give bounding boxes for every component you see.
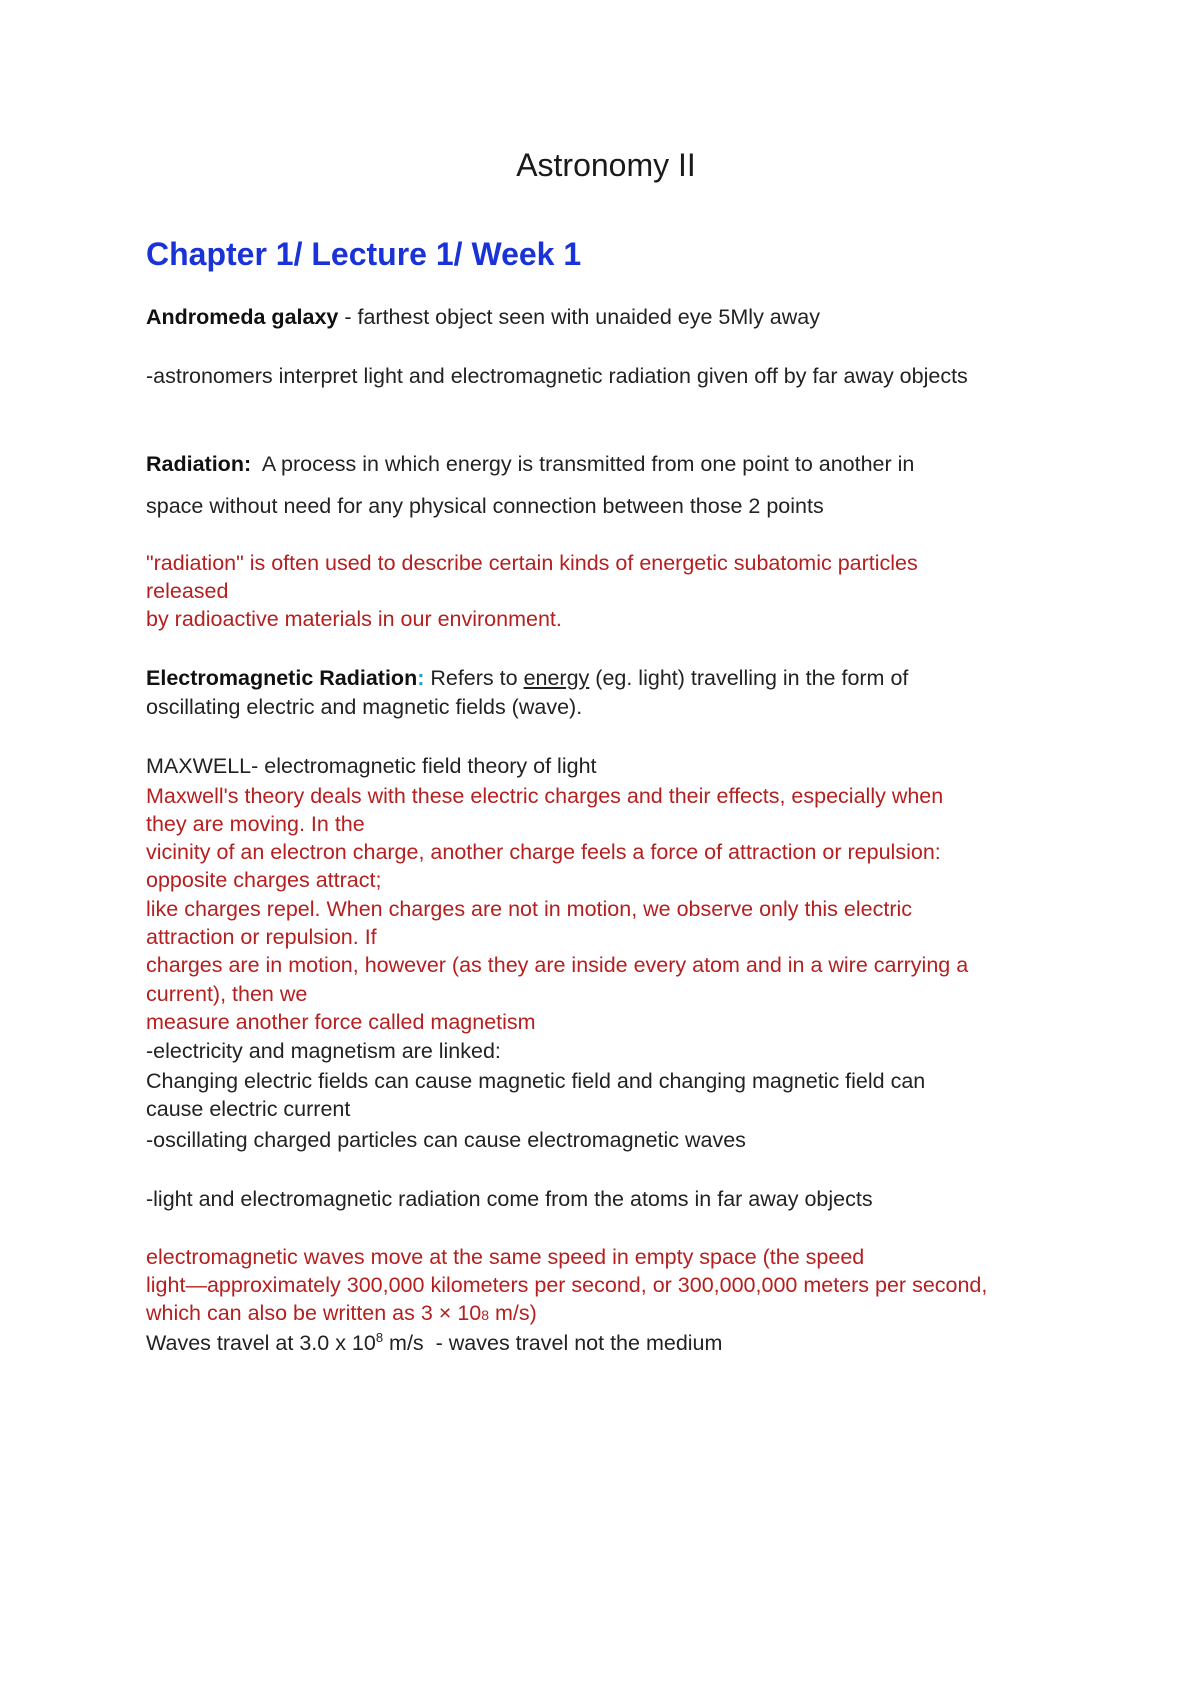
waves-after: m/s - waves travel not the medium [383,1331,723,1355]
speed-note-line-last [146,1298,1066,1331]
linked-line: Changing electric fields can cause magnetic field and changing magnetic field can [146,1069,926,1093]
speed-note-line: light—approximately 300,000 kilometers per second, or 300,000,000 meters per second, [146,1273,988,1297]
linked-line: -electricity and magnetism are linked: [146,1039,501,1063]
maxwell-note-line: Maxwell's theory deals with these electric charges and their effects, especially when [146,784,944,808]
waves-before: Waves travel at 3.0 x 10 [146,1331,376,1355]
chapter-heading: Chapter 1/ Lecture 1/ Week 1 [146,236,582,272]
document-title: Astronomy II [516,147,696,183]
speed-note-after: m/s) [489,1301,537,1325]
em-radiation-definition-line-1 [146,663,1066,694]
linked-line: cause electric current [146,1097,351,1121]
speed-note-exponent: 8 [481,1307,490,1323]
speed-note-before: which can also be written as 3 × 10 [146,1301,482,1325]
em-radiation-term: Electromagnetic Radiation [146,666,418,690]
maxwell-note-line: opposite charges attract; [146,868,382,892]
radiation-definition-line-1 [146,449,1066,480]
em-radiation-text-before: Refers to [424,666,524,690]
radiation-note-line: "radiation" is often used to describe certain kinds of energetic subatomic particles [146,551,918,575]
maxwell-line: MAXWELL- electromagnetic field theory of light [146,754,597,778]
radiation-definition-line-2: space without need for any physical connection between those 2 points [146,494,824,518]
radiation-text: A process in which energy is transmitted from one point to another in [251,452,915,476]
light-atoms-line: -light and electromagnetic radiation come from the atoms in far away objects [146,1187,873,1211]
astronomers-paragraph: -astronomers interpret light and electromagnetic radiation given off by far away objects [146,364,968,388]
maxwell-note-line: measure another force called magnetism [146,1010,536,1034]
linked-line: -oscillating charged particles can cause electromagnetic waves [146,1128,746,1152]
em-radiation-definition-line-2: oscillating electric and magnetic fields (wave). [146,695,583,719]
andromeda-paragraph [146,302,1066,333]
andromeda-text: - farthest object seen with unaided eye 5Mly away [338,305,820,329]
maxwell-note-line: attraction or repulsion. If [146,925,377,949]
andromeda-term: Andromeda galaxy [146,305,339,329]
radiation-note-line: by radioactive materials in our environment. [146,607,562,631]
energy-underlined: energy [523,666,590,690]
maxwell-note-line: like charges repel. When charges are not in motion, we observe only this electric [146,897,913,921]
maxwell-note-line: they are moving. In the [146,812,365,836]
maxwell-note-line: charges are in motion, however (as they are inside every atom and in a wire carrying a [146,953,969,977]
maxwell-note-line: current), then we [146,982,308,1006]
radiation-term: Radiation: [146,452,252,476]
maxwell-note-line: vicinity of an electron charge, another charge feels a force of attraction or repulsion: [146,840,941,864]
em-radiation-colon: : [417,666,425,690]
speed-note-line: electromagnetic waves move at the same speed in empty space (the speed [146,1245,865,1269]
radiation-note-line: released [146,579,229,603]
waves-exponent: 8 [375,1329,384,1345]
em-radiation-text-after: (eg. light) travelling in the form of [589,666,909,690]
waves-line [146,1328,1066,1359]
